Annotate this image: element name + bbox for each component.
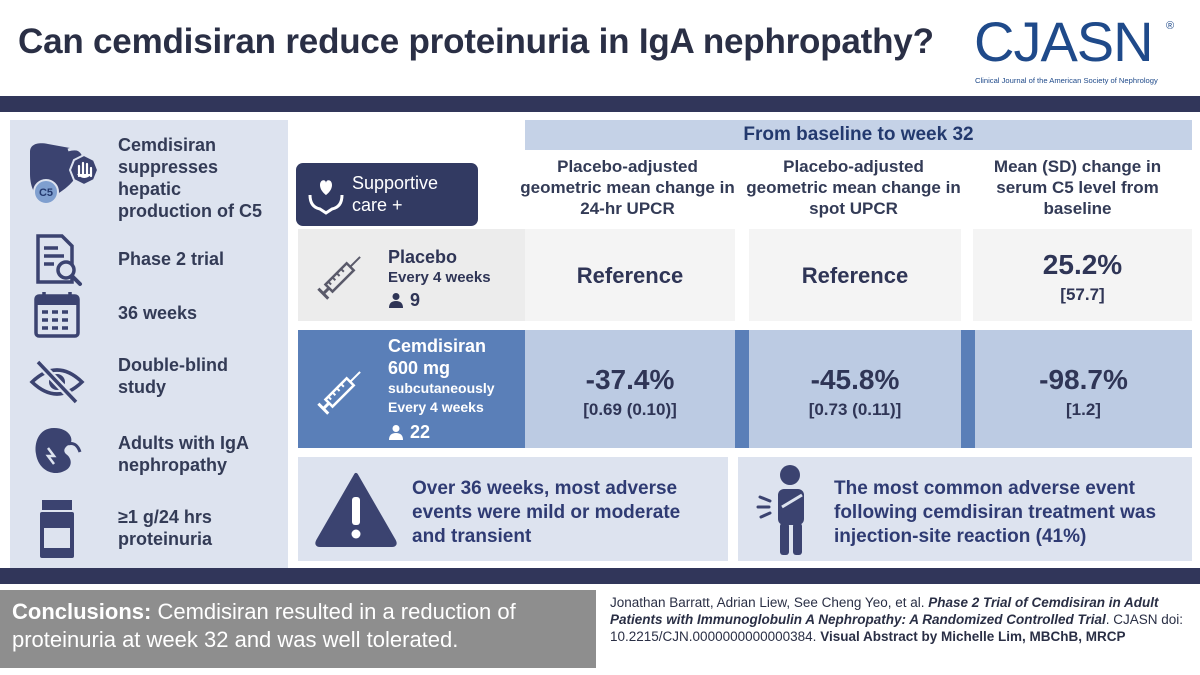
conclusions-text <box>12 598 587 654</box>
journal-full-name: Clinical Journal of the American Society of Nephrology <box>975 76 1158 85</box>
placebo-arm-name: Placebo <box>388 247 458 267</box>
document-magnifier-icon <box>24 232 90 288</box>
conclusions-label: Conclusions: <box>12 599 152 624</box>
study-design-sidebar <box>10 120 288 570</box>
caring-hands-icon <box>306 173 346 215</box>
sidebar-item-duration <box>10 288 288 344</box>
eye-slash-icon <box>24 354 90 410</box>
citation-title: Phase 2 Trial of Cemdisiran in Adult Patients with Immunoglobulin A Nephropathy: A Randomized Controlled Trial <box>610 595 1159 627</box>
sidebar-item-label: 36 weeks <box>118 303 198 323</box>
placebo-spot-upcr-cell <box>749 229 961 321</box>
sidebar-item-label: Adults with IgA nephropathy <box>118 433 249 475</box>
journal-logo <box>970 10 1185 90</box>
column-header-serum-c5: Mean (SD) change in serum C5 level from baseline <box>993 157 1162 218</box>
bottom-divider-bar <box>0 568 1200 584</box>
c5-label: C5 <box>38 187 54 199</box>
mechanism-text: Cemdisiran suppresses hepatic production of C5 <box>118 135 262 221</box>
placebo-sample-size <box>388 290 420 311</box>
sidebar-item-phase <box>10 230 288 290</box>
common-adverse-event <box>738 457 1192 561</box>
cemdisiran-arm-cell <box>298 330 525 448</box>
column-divider <box>961 330 975 448</box>
citation-doi: . CJASN doi: 10.2215/CJN.0000000000000384. <box>610 612 1184 644</box>
sidebar-item-mechanism <box>10 126 288 226</box>
placebo-arm-schedule: Every 4 weeks <box>388 269 491 286</box>
cemdisiran-24hr-upcr-ci: [0.69 (0.10)] <box>583 400 677 419</box>
syringe-icon <box>310 245 372 307</box>
syringe-icon <box>310 360 372 422</box>
sidebar-item-population <box>10 418 288 484</box>
cemdisiran-arm-name: Cemdisiran <box>388 336 487 356</box>
column-header-spot-upcr: Placebo-adjusted geometric mean change in spot UPCR <box>746 157 961 218</box>
top-divider-bar <box>0 96 1200 112</box>
cemdisiran-spot-upcr-value: -45.8% <box>810 364 900 395</box>
cemdisiran-serum-c5-cell <box>961 330 1192 448</box>
calendar-icon <box>24 288 90 344</box>
sidebar-item-blinding <box>10 348 288 414</box>
adverse-events-text: Over 36 weeks, most adverse events were mild or moderate and transient <box>412 478 681 547</box>
column-header-24hr-upcr: Placebo-adjusted geometric mean change in 24-hr UPCR <box>520 157 735 218</box>
background-therapy-text: Supportive care + <box>352 173 439 215</box>
kidney-icon <box>24 422 90 478</box>
placebo-serum-c5-value: 25.2% <box>1042 249 1123 280</box>
cemdisiran-sample-size <box>388 422 430 443</box>
cemdisiran-schedule: Every 4 weeks <box>388 399 484 415</box>
adverse-events-summary <box>298 457 728 561</box>
sidebar-item-label: Phase 2 trial <box>118 249 225 269</box>
conclusions-body: Cemdisiran resulted in a reduction of proteinuria at week 32 and was well tolerated. <box>12 599 516 652</box>
sidebar-item-inclusion <box>10 492 288 564</box>
cemdisiran-n: 22 <box>410 422 431 442</box>
page-title: Can cemdisiran reduce proteinuria in IgA nephropathy? <box>18 22 934 61</box>
cemdisiran-route: subcutaneously <box>388 380 495 396</box>
sidebar-item-label: Double-blind study <box>118 355 228 397</box>
person-icon <box>388 292 404 308</box>
registered-mark: ® <box>1166 20 1175 32</box>
citation <box>610 594 1192 645</box>
cemdisiran-24hr-upcr-value: -37.4% <box>585 364 675 395</box>
column-divider <box>735 330 749 448</box>
sample-jar-icon <box>24 498 90 562</box>
common-adverse-event-text: The most common adverse event following cemdisiran treatment was injection-site reaction (41%) <box>834 478 1157 547</box>
placebo-24hr-upcr-cell <box>525 229 735 321</box>
citation-authors: Jonathan Barratt, Adrian Liew, See Cheng Yeo, et al. <box>610 595 929 610</box>
cemdisiran-serum-c5-sd: [1.2] <box>1066 400 1101 419</box>
citation-visual-abstract-author: Visual Abstract by Michelle Lim, MBChB, MRCP <box>820 629 1126 644</box>
placebo-arm-cell <box>298 229 525 321</box>
cemdisiran-dose: 600 mg <box>388 358 451 378</box>
timeframe-banner: From baseline to week 32 <box>525 120 1192 150</box>
cemdisiran-spot-upcr-ci: [0.73 (0.11)] <box>808 400 902 419</box>
placebo-24hr-upcr-value: Reference <box>576 263 684 288</box>
placebo-spot-upcr-value: Reference <box>801 263 909 288</box>
placebo-serum-c5-cell <box>973 229 1192 321</box>
background-therapy-badge <box>296 163 478 226</box>
cemdisiran-serum-c5-value: -98.7% <box>1039 364 1128 395</box>
cemdisiran-spot-upcr-cell <box>735 330 961 448</box>
placebo-n: 9 <box>410 290 421 310</box>
liver-icon <box>24 138 104 208</box>
journal-logo-text: CJASN <box>974 10 1153 73</box>
warning-icon <box>314 471 398 547</box>
person-arm-pain-icon <box>752 463 818 557</box>
sidebar-item-label: ≥1 g/24 hrs proteinuria <box>118 507 213 549</box>
conclusions-box <box>0 590 596 668</box>
placebo-serum-c5-sd: [57.7] <box>1060 285 1105 304</box>
person-icon <box>388 424 404 440</box>
cemdisiran-24hr-upcr-cell <box>525 330 735 448</box>
